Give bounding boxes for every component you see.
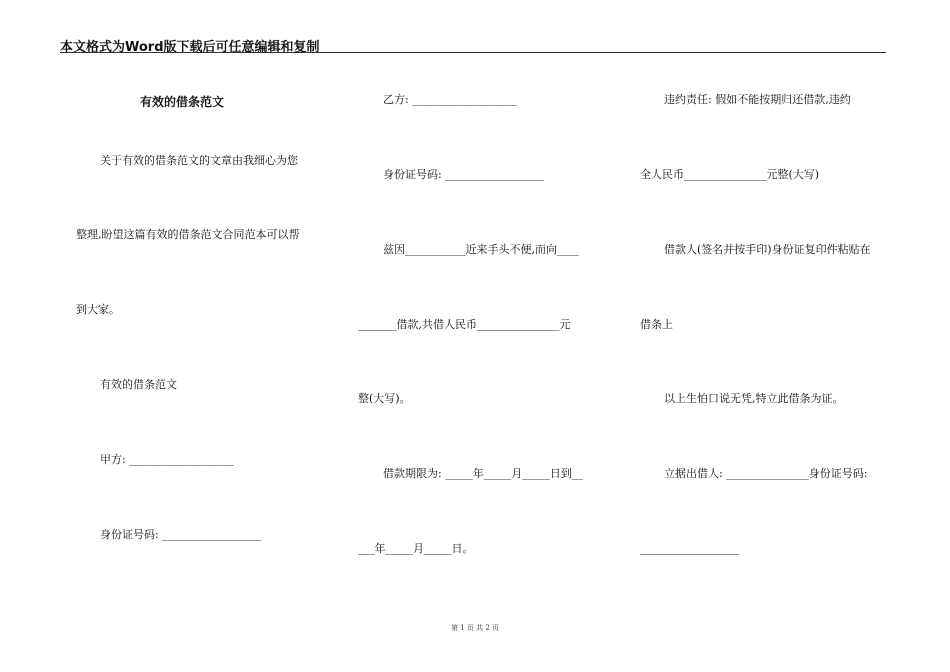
statement-line: 以上生怕口说无凭,特立此借条为证。 <box>664 392 844 405</box>
header-divider <box>60 52 886 53</box>
document-title: 有效的借条范文 <box>140 95 225 109</box>
intro-line-3: 到大家。 <box>76 303 120 316</box>
party-a-id-line: 身份证号码: __________________ <box>100 528 262 541</box>
loan-period-line: 借款期限为: _____年_____月_____日到__ <box>383 467 583 480</box>
note-on-line: 借条上 <box>640 318 673 331</box>
amount-words-line: 整(大写)。 <box>358 392 411 405</box>
borrow-amount-line: _______借款,共借人民币_______________元 <box>358 318 571 331</box>
party-a-line: 甲方: ___________________ <box>100 453 234 466</box>
section-subtitle: 有效的借条范文 <box>100 378 177 391</box>
page-number: 第 1 页 共 2 页 <box>450 624 500 632</box>
party-b-id-line: 身份证号码: __________________ <box>383 168 545 181</box>
intro-line-1: 关于有效的借条范文的文章由我细心为您 <box>100 154 298 167</box>
document-header: 本文格式为Word版下载后可任意编辑和复制 <box>60 40 320 55</box>
signature-line: 立据出借人: _______________身份证号码: <box>664 467 868 480</box>
reason-line: 兹因___________近来手头不便,而向____ <box>383 243 579 256</box>
liability-line: 违约责任: 假如不能按期归还借款,违约 <box>664 93 851 106</box>
intro-line-2: 整理,盼望这篇有效的借条范文合同范本可以帮 <box>76 228 300 241</box>
loan-period-end-line: ___年_____月_____日。 <box>358 542 474 555</box>
rmb-amount-line: 全人民币_______________元整(大写) <box>640 168 820 181</box>
signature-blank-line: __________________ <box>640 542 739 555</box>
borrower-id-line: 借款人(签名并按手印)身份证复印件粘贴在 <box>664 243 871 256</box>
party-b-line: 乙方: ___________________ <box>383 93 517 106</box>
